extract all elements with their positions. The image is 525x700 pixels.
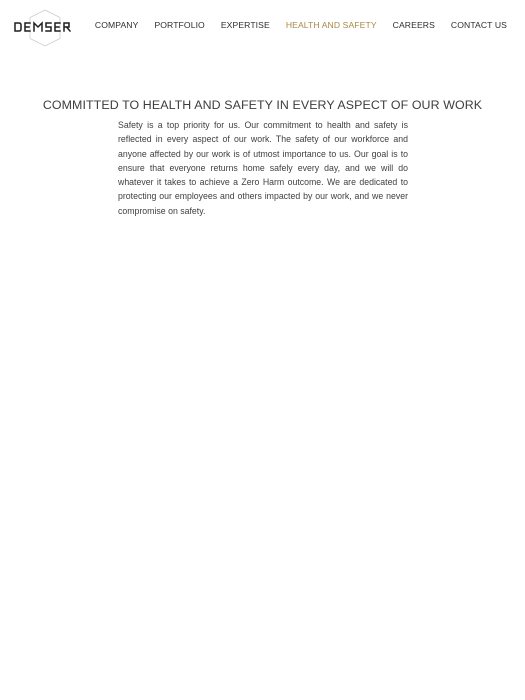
nav-item-company[interactable]: COMPANY [94, 20, 139, 30]
nav-item-careers[interactable]: CAREERS [392, 20, 435, 30]
nav-item-health-and-safety[interactable]: HEALTH AND SAFETY [285, 20, 377, 30]
nav-item-portfolio[interactable]: PORTFOLIO [154, 20, 205, 30]
health-safety-section [0, 98, 525, 216]
safety-paragraph: Safety is a top priority for us. Our commitment to health and safety is reflected in every aspect of our work. The safety of our workforce and anyone affected by our work is of utmost importance to us. Our goal is to ensure that everyone returns home safely every day, and we will do whatever it takes to achieve a Zero Harm outcome. We are dedicated to protecting our employees and others impacted by our work, and we never compromise on safety. [118, 120, 408, 216]
page-title: COMMITTED TO HEALTH AND SAFETY IN EVERY ASPECT OF OUR WORK [42, 98, 483, 112]
hexagon-logo-icon [13, 9, 77, 47]
brand-logo[interactable] [13, 9, 77, 47]
main-nav [95, 20, 507, 30]
nav-item-expertise[interactable]: EXPERTISE [220, 20, 270, 30]
nav-item-contact-us[interactable]: CONTACT US [450, 20, 507, 30]
site-header [0, 0, 525, 52]
